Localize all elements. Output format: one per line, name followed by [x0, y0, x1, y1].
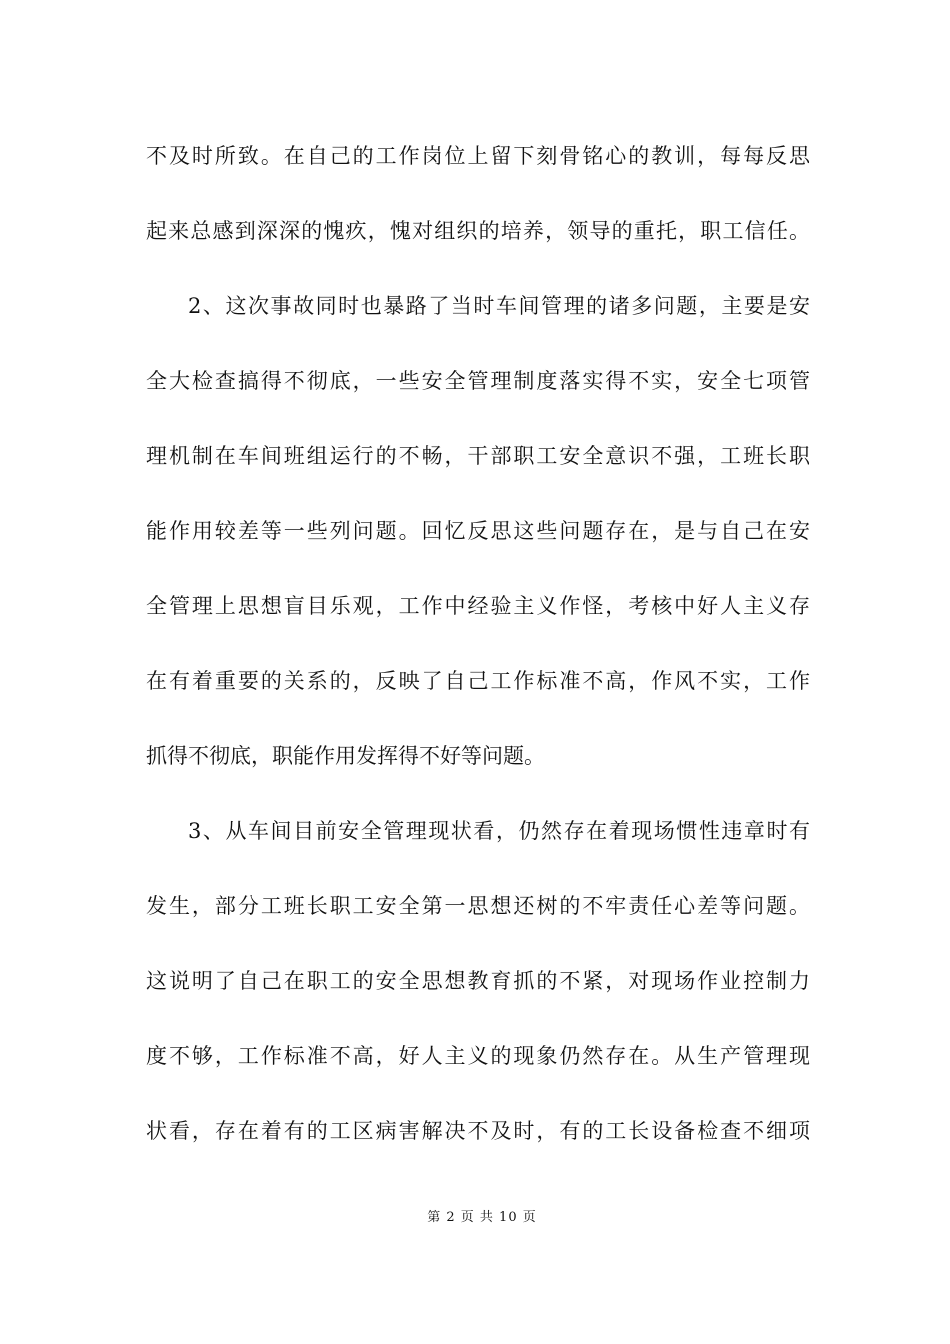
paragraph-start-line: 2、这次事故同时也暴路了当时车间管理的诸多问题，主要是安 — [188, 294, 810, 318]
text-line: 起来总感到深深的愧疚，愧对组织的培养，领导的重托，职工信任。 — [146, 219, 810, 243]
text-line: 不及时所致。在自己的工作岗位上留下刻骨铭心的教训，每每反思 — [146, 144, 810, 168]
text-line: 理机制在车间班组运行的不畅，干部职工安全意识不强，工班长职 — [146, 444, 810, 468]
text-line: 这说明了自己在职工的安全思想教育抓的不紧，对现场作业控制力 — [146, 969, 810, 993]
page-number-footer: 第 2 页 共 10 页 — [427, 1210, 537, 1225]
text-line: 度不够，工作标准不高，好人主义的现象仍然存在。从生产管理现 — [146, 1044, 810, 1068]
text-line: 状看，存在着有的工区病害解决不及时，有的工长设备检查不细项 — [146, 1119, 810, 1143]
paragraph-end-line: 抓得不彻底，职能作用发挥得不好等问题。 — [146, 744, 545, 768]
text-line: 能作用较差等一些列问题。回忆反思这些问题存在，是与自己在安 — [146, 519, 810, 543]
text-line: 全管理上思想盲目乐观，工作中经验主义作怪，考核中好人主义存 — [146, 594, 810, 618]
text-line: 全大检查搞得不彻底，一些安全管理制度落实得不实，安全七项管 — [146, 369, 810, 393]
text-line: 在有着重要的关系的，反映了自己工作标准不高，作风不实，工作 — [146, 669, 810, 693]
paragraph-start-line: 3、从车间目前安全管理现状看，仍然存在着现场惯性违章时有 — [188, 819, 810, 843]
text-line: 发生，部分工班长职工安全第一思想还树的不牢责任心差等问题。 — [146, 894, 810, 918]
